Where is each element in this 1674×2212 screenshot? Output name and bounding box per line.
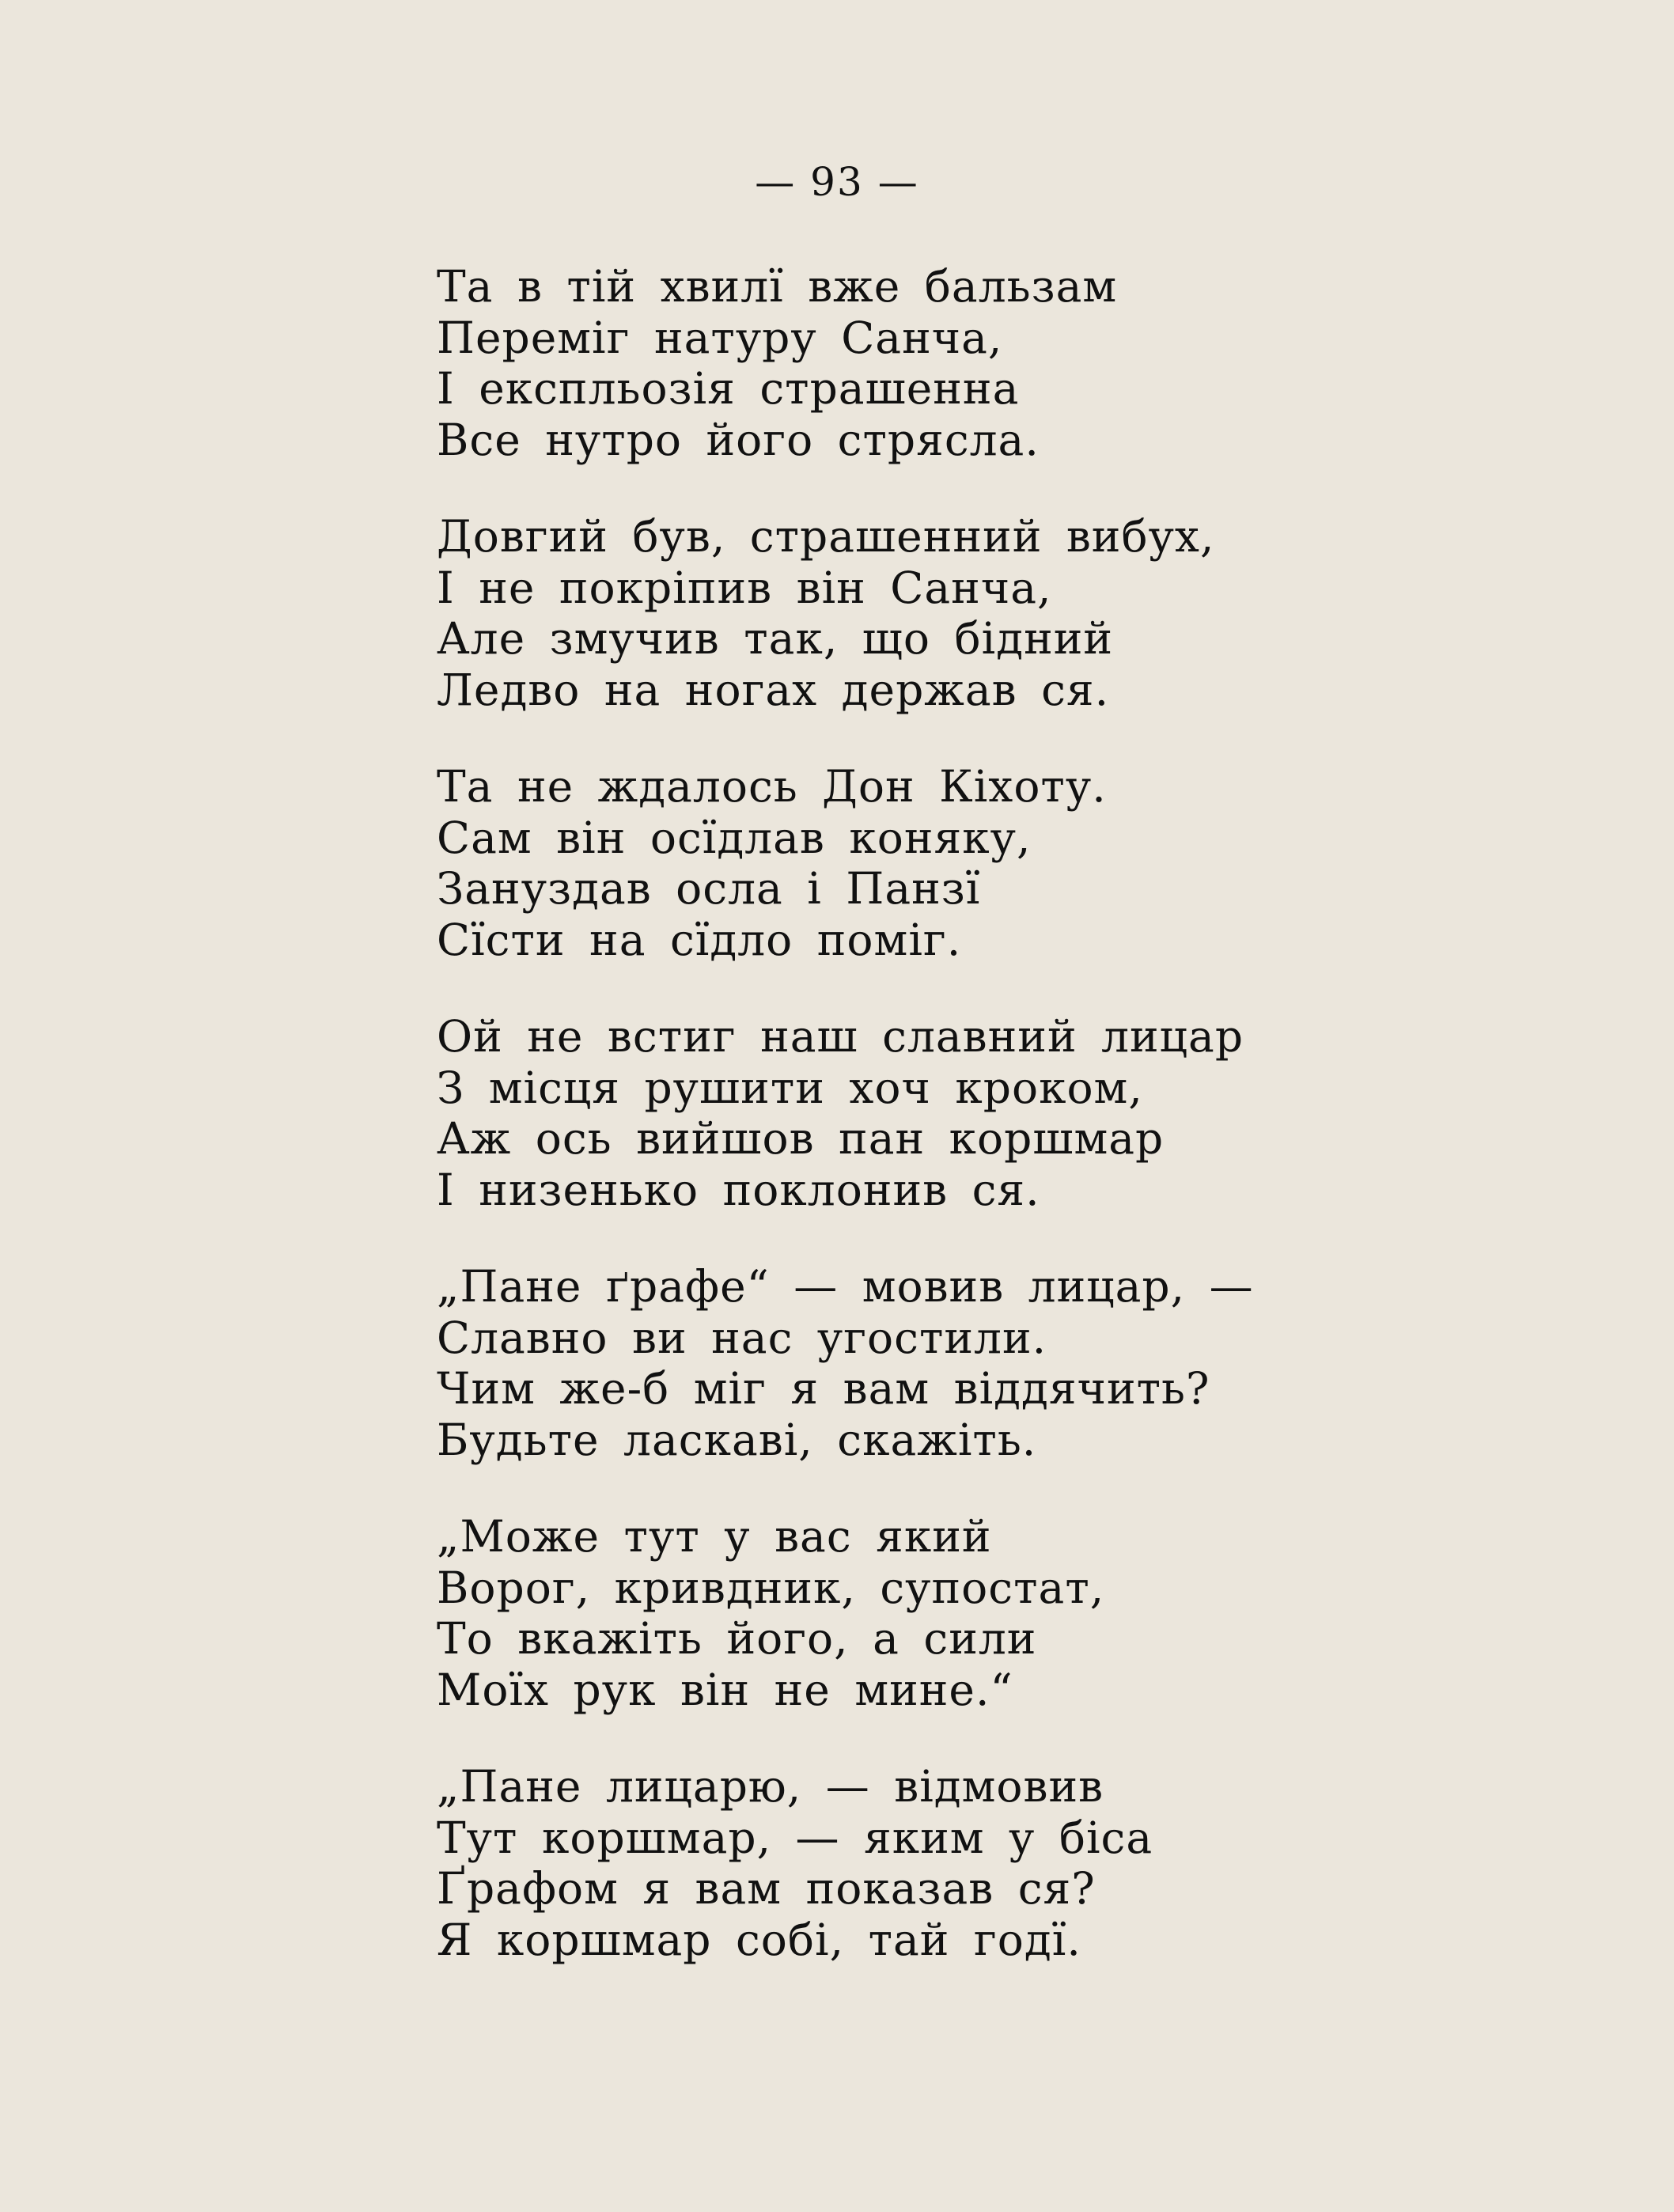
poem-line: То вкажіть його, а сили [437,1613,1037,1664]
poem-line: Чим же-б міг я вам віддячить? [437,1363,1210,1414]
poem-line: І низенько поклонив ся. [437,1164,1040,1215]
poem-line: Зануздав осла і Панзї [437,863,981,914]
poem-line: Але змучив так, що бідний [437,613,1114,664]
poem-line: Ворог, кривдник, супостат, [437,1562,1105,1613]
poem-line: „Пане лицарю, — відмовив [437,1761,1104,1812]
stanza-6 [437,1511,1386,1761]
poem-line: Ґрафом я вам показав ся? [437,1863,1096,1914]
stanza-7 [437,1761,1386,2011]
poem-line: Я коршмар собі, тай годї. [437,1914,1081,1965]
poem-line: Ой не встиг наш славний лицар [437,1011,1244,1062]
stanza-2 [437,511,1386,761]
page-number: — 93 — [755,159,919,205]
poem-line: Будьте ласкаві, скажіть. [437,1414,1037,1465]
poem-line: І не покріпив він Санча, [437,562,1052,613]
poem-line: Моїх рук він не мине.“ [437,1664,1013,1715]
stanza-4 [437,1011,1386,1261]
poem-line: І експльозія страшенна [437,363,1020,414]
poem-line: Сам він осїдлав коняку, [437,812,1032,863]
poem-line: Славно ви нас угостили. [437,1312,1047,1363]
poem-line: Все нутро його стрясла. [437,414,1040,465]
poem-line: Та не ждалось Дон Кіхоту. [437,761,1107,812]
poem-line: Сїсти на сїдло поміг. [437,914,962,965]
poem-line: „Пане ґрафе“ — мовив лицар, — [437,1261,1254,1312]
poem-line: Ледво на ногах держав ся. [437,664,1110,715]
stanza-1 [437,261,1386,511]
poem-body [437,261,1386,2011]
poem-line: Переміг натуру Санча, [437,312,1003,363]
poem-line: Та в тій хвилї вже бальзам [437,261,1118,312]
stanza-3 [437,761,1386,1011]
poem-line: Тут коршмар, — яким у біса [437,1812,1153,1863]
poem-line: З місця рушити хоч кроком, [437,1062,1143,1113]
poem-line: Аж ось вийшов пан коршмар [437,1113,1165,1164]
poem-line: „Може тут у вас який [437,1511,992,1562]
poem-line: Довгий був, страшенний вибух, [437,511,1215,562]
stanza-5 [437,1261,1386,1511]
